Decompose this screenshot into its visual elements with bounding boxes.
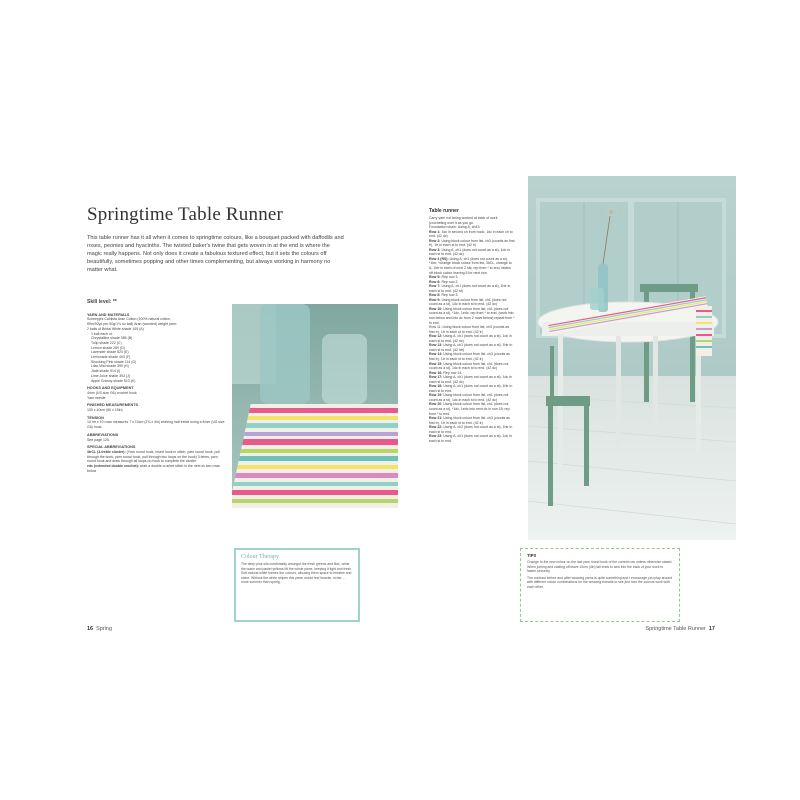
tension-heading: TENSION	[87, 415, 104, 420]
tips-text: Change to the new colour on the last yarn round hook of the current row unless otherwise stated. When joining and casting off leave 10cm (4in) tail ends to sew into the back of your work to fasten securely.	[527, 560, 673, 574]
special-definition: work a double crochet stitch in the next dc two rows below	[87, 464, 220, 473]
yarn-shade: Lemon shade 280 (D)	[91, 345, 125, 350]
pattern-rows	[429, 216, 515, 443]
special-abbreviation	[87, 450, 227, 464]
special-term: 3trCL (3-treble cluster):	[87, 449, 126, 454]
right-page	[401, 168, 736, 644]
folio-label: Spring	[96, 626, 113, 632]
yarn-shade: Lavender shade 520 (E)	[91, 350, 129, 355]
pattern-row: Row 5: Rep row 3.	[429, 275, 459, 280]
pattern-row: Row 4 (RS): Using A, ch1 (does not count as a st), *1htr, *change block colour from list, 3trCL, change to A, 1htr in each of next 2 sts; rep from * to end, fasten off block colour leaving 5 for next row.	[429, 256, 512, 275]
hooks-line: 4mm (US size G6) crochet hook	[87, 390, 137, 395]
colour-therapy-heading: Colour Therapy	[241, 554, 280, 560]
pattern-row: Row 17: Using A, ch1 (does not count as a st), 1dc in each st to end. (42 dc)	[429, 375, 512, 384]
yarn-shade: Lime Juice shade 392 (J)	[91, 373, 131, 378]
pattern-row: Row 6: Rep row 2.	[429, 279, 459, 284]
folio-label: Springtime Table Runner	[645, 626, 706, 632]
yarn-line: 1 ball each of:	[91, 331, 113, 336]
measurements-text: 150 x 40cm (60 x 15in)	[87, 408, 123, 413]
special-term: edc (extended double crochet):	[87, 464, 139, 469]
yarn-shade: Lilac Mist shade 399 (H)	[91, 364, 129, 369]
pattern-row: Row 7: Using A, ch1 (does not count as a st), 1htr in each st to end. (42 st)	[429, 284, 511, 293]
hooks-heading: HOOKS AND EQUIPMENT	[87, 386, 134, 391]
colour-therapy-box	[234, 548, 360, 622]
tips-heading: TIPS	[527, 553, 537, 558]
pattern-row: Row 8: Rep row 3.	[429, 293, 459, 298]
pattern-row: Row 22: Using A, ch2 (does not count as a st), 1htr in each st to end.	[429, 425, 513, 434]
pattern-row: Carry yarn not being worked at back of work (crocheting over it as you go.	[429, 216, 498, 225]
yarn-line: 2 balls of Bridal White shade 105 (A)	[87, 326, 144, 331]
skill-level: Skill level: **	[87, 299, 117, 305]
pattern-row: Row 23: Using A, ch1 (does not count as a st), 1dc in each st to end.	[429, 434, 512, 443]
special-abbreviations-heading: SPECIAL ABBREVIATIONS	[87, 445, 136, 450]
abbreviations-text: See page 125.	[87, 437, 110, 442]
page-number: 17	[708, 626, 715, 632]
measurements-heading: FINISHED MEASUREMENTS	[87, 403, 139, 408]
abbreviations-heading: ABBREVIATIONS	[87, 432, 119, 437]
tension-text: 10 htr x 10 rows measures 7 x 10cm (2¾ x 4in) working half treble using a 4mm (US size G6) hook.	[87, 420, 225, 430]
book-spread	[66, 168, 736, 644]
right-folio	[645, 626, 715, 632]
yarn-shade: Chrystalline shade 385 (B)	[91, 336, 133, 341]
pattern-row: Row 19: Using block colour from list, ch1 (does not count as a st), 1dc in each st to end. (42 dc)	[429, 393, 509, 402]
yarn-line: 85m/92yd per 50g/1¾ oz ball) Aran (worsted) weight yarn:	[87, 322, 177, 327]
yarn-shade: Jade shade 514 (I)	[91, 369, 121, 374]
page-number: 16	[87, 626, 94, 632]
yarn-heading: YARN AND MATERIALS	[87, 312, 130, 317]
pattern-row: Row 2: Using block colour from list, ch3 (counts as first tr), 1tr in each st to end. (42 tr)	[429, 238, 515, 248]
pattern-row: Row 15: Using block colour from list, ch1 (does not count as a st), 1dc in each st to end. (42 dc)	[429, 361, 509, 371]
hooks-line: Yarn needle	[87, 395, 106, 400]
pattern-row: Row 10: Using block colour from list, ch1 (does not count as a st), *1dc, 1edc; rep from * to end, (work into row below and into dc from 2 rows below) repeat from * to end.	[429, 306, 515, 325]
table-runner-heading: Table runner	[429, 208, 459, 214]
pattern-row: Row 11: Using block colour from list, ch3 (counts as first tr), 1tr in each st to end. (42 tr)	[429, 325, 510, 334]
table-runner-closeup-photo	[232, 304, 398, 508]
intro-paragraph: This table runner has it all when it comes to springtime colours, like a bouquet packed with daffodils and roses, peonies and hyacinths. The twisted baker's twine that gets woven in at the end is where the magic really happens. Not only does it create a fabulous textured effect, but it sets the colours off beautifully, sometimes popping and other times complementing, but always working in harmony no matter what.	[87, 235, 344, 273]
yarn-shade: Tulip shade 222 (C)	[91, 340, 122, 345]
special-abbreviation	[87, 464, 227, 473]
tips-text: The contrast before and after weaving yarns is quite something and I encourage you play around with different colour combinations for the weaving threads to see just how the colours work with each other.	[527, 575, 673, 589]
pattern-row: Row 14: Using block colour from list, ch3 (counts as first tr), 1tr in each st to end. (42 tr)	[429, 352, 510, 361]
pattern-row: Row 3: Using A, ch1 (does not count as a st), 1dc in each st to end. (42 dc)	[429, 247, 510, 257]
pattern-row: Foundation chain: Using A, ch43.	[429, 225, 481, 230]
pattern-row: Row 12: Using A, ch1 (does not count as a st), 1dc in each st to end. (42 dc)	[429, 334, 512, 343]
pattern-row: Row 13: Using A, ch1 (does not count as a st), 1htr in each st to end. (42 htr)	[429, 343, 513, 352]
colour-therapy-text: The deep pink sits comfortably amongst the fresh greens and lilac, while the warm and pastel yellows lift the whole piece, keeping it light and fresh. Soft natural white frames the colours, allowing them space to breathe and shine. Without the white stripes this piece would feel heavier, richer… more summer than spring.	[241, 562, 353, 585]
pattern-row: Row 18: Using A, ch1 (does not count as a st), 1htr in each st to end.	[429, 384, 513, 393]
dining-table-photo	[528, 176, 736, 540]
pattern-row: Row 21: Using block colour from list, ch3 (counts as first tr), 1tr in each st to end. (42 tr)	[429, 416, 510, 425]
page-title: Springtime Table Runner	[87, 204, 284, 225]
yarn-shade: Apple Granny shade 513 (K)	[91, 378, 136, 383]
pattern-specs	[87, 300, 227, 474]
pattern-row: Row 1: 1dc in second ch from hook, 1dc in each ch to end. (42 dc)	[429, 229, 513, 239]
special-definition: (Yarn round hook, insert hook in stitch, yarn round hook, pull through the work, yarn round hook, pull through two loops on the hook) 3 times, yarn round hook and draw through all loops on hook to complete the cluster	[87, 449, 220, 464]
pattern-row: Row 20: Using block colour from list, ch1 (does not count as a st), *1dc, 1edc into next dc in row 18; rep from * to end.	[429, 402, 510, 416]
left-page	[66, 168, 401, 644]
yarn-line: Scheepjes Cahlista Aran Cotton (100% natural cotton,	[87, 317, 171, 322]
yarn-shade: Shocking Pink shade 114 (G)	[91, 359, 137, 364]
yarn-shade: Lemonade shade 403 (F)	[91, 355, 131, 360]
pattern-row: Row 9: Using block colour from list, ch1 (does not count as a st), 1dc in each st to end. (42 dc)	[429, 297, 507, 307]
tips-box	[520, 548, 680, 622]
left-folio	[87, 626, 112, 632]
pattern-row: Row 16: Rep row 14.	[429, 370, 463, 375]
